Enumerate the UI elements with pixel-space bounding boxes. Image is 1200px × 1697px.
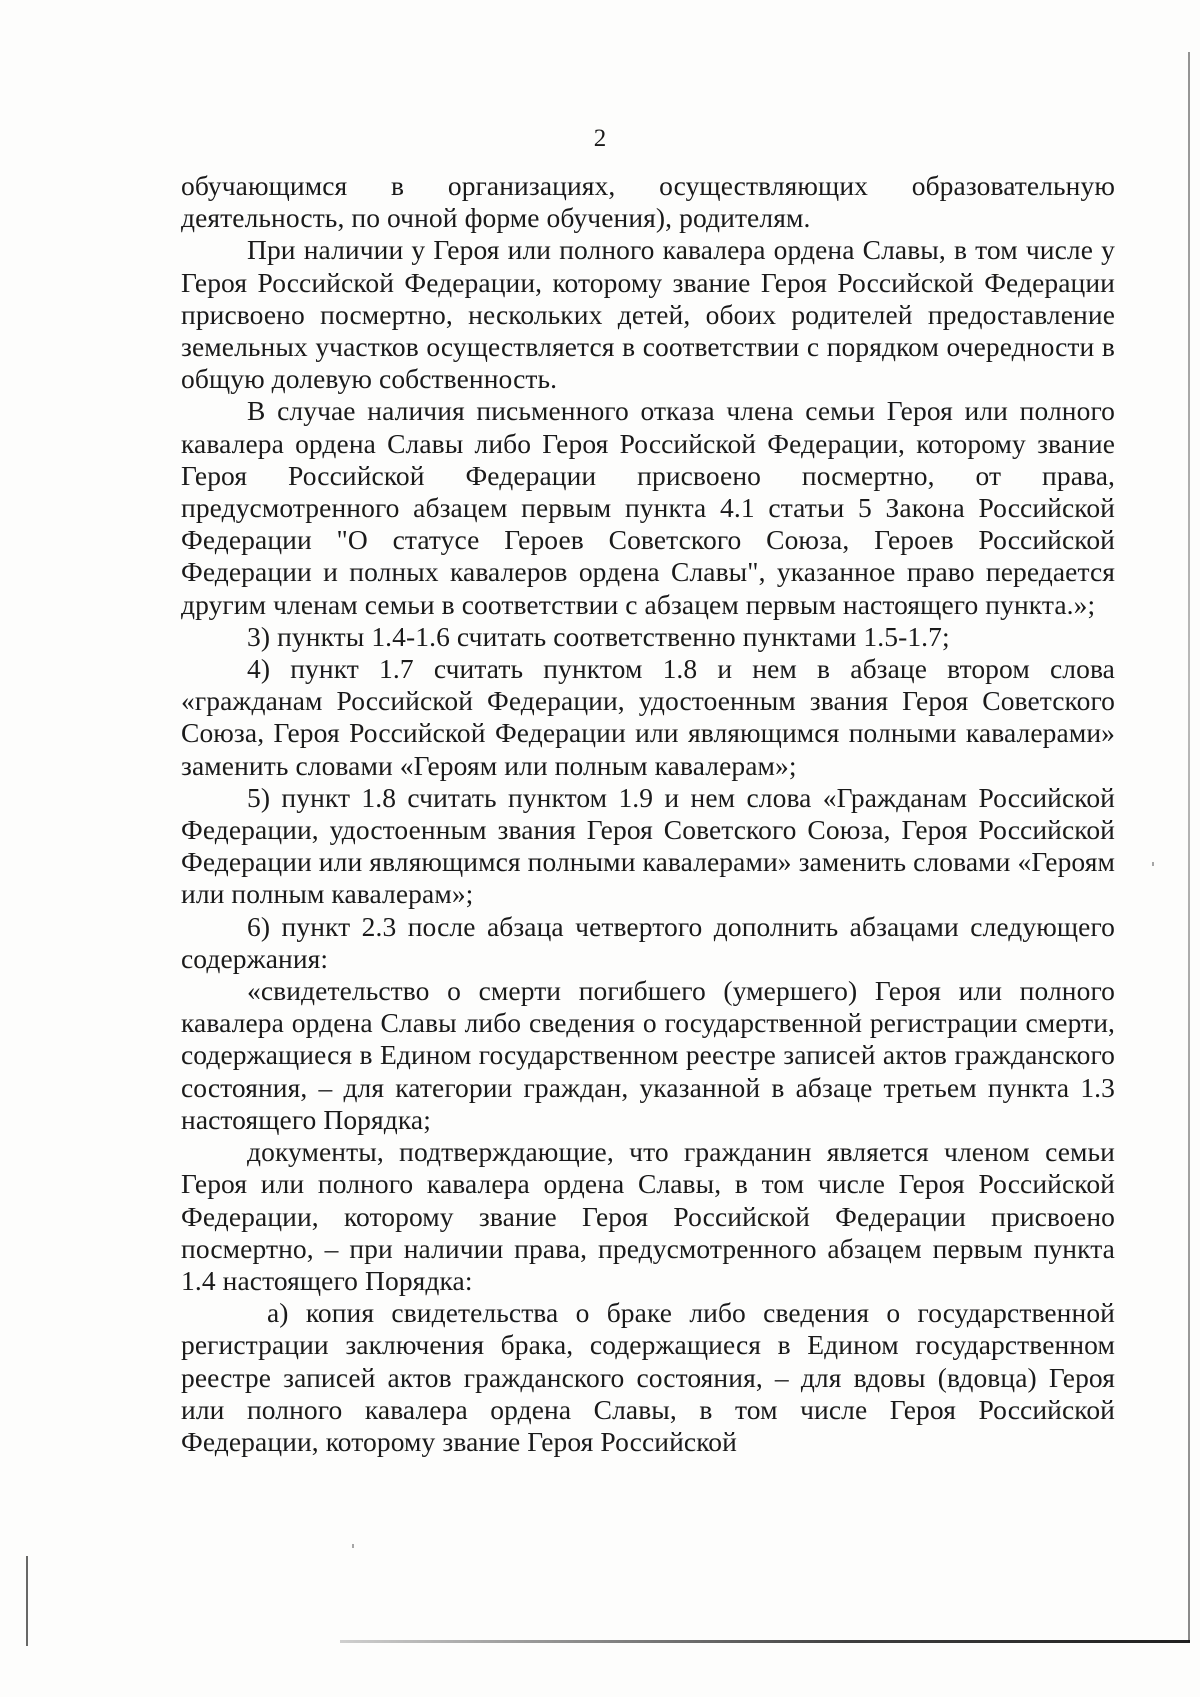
scan-edge-left [26,1556,28,1646]
paragraph-8: «свидетельство о смерти погибшего (умершего) Героя или полного кавалера ордена Славы либо сведения о государственной регистрации смерти, содержащиеся в Едином государственном реестре записей актов гражданского состояния, – для категории граждан, указанной в абзаце третьем пункта 1.3 настоящего Порядка; [181,975,1115,1135]
document-body [181,170,1115,1458]
scan-speck [1152,862,1154,866]
scan-edge-right [1188,52,1190,1642]
paragraph-10: а) копия свидетельства о браке либо сведения о государственной регистрации заключения брака, содержащиеся в Едином государственном реестре записей актов гражданского состояния, – для вдовы (вдовца) Героя или полного кавалера ордена Славы, в том числе Героя Российской Федерации, которому звание Героя Российской [181,1297,1115,1457]
paragraph-9: документы, подтверждающие, что гражданин является членом семьи Героя или полного кавалера ордена Славы, в том числе Героя Российской Федерации, которому звание Героя Российской Федерации присвоено посмертно, – при наличии права, предусмотренного абзацем первым пункта 1.4 настоящего Порядка: [181,1136,1115,1296]
paragraph-5: 4) пункт 1.7 считать пунктом 1.8 и нем в абзаце втором слова «гражданам Российской Федерации, удостоенным звания Героя Советского Союза, Героя Российской Федерации или являющимся полными кавалерами» заменить словами «Героям или полным кавалерам»; [181,653,1115,781]
scan-edge-bottom [340,1640,1190,1643]
paragraph-6: 5) пункт 1.8 считать пунктом 1.9 и нем слова «Гражданам Российской Федерации, удостоенным звания Героя Советского Союза, Героя Российской Федерации или являющимся полными кавалерами» заменить словами «Героям или полным кавалерам»; [181,781,1115,910]
page-number: 2 [593,125,607,152]
scan-speck [352,1544,354,1548]
paragraph-1: обучающимся в организациях, осуществляющих образовательную деятельность, по очной форме обучения), родителям. [181,170,1115,234]
paragraph-7: 6) пункт 2.3 после абзаца четвертого дополнить абзацами следующего содержания: [181,910,1115,974]
paragraph-4: 3) пункты 1.4-1.6 считать соответственно пунктами 1.5-1.7; [247,620,950,652]
paragraph-2: При наличии у Героя или полного кавалера ордена Славы, в том числе у Героя Российской Федерации, которому звание Героя Российской Федерации присвоено посмертно, нескольких детей, обоих родителей предоставление земельных участков осуществляется в соответствии с порядком очередности в общую долевую собственность. [181,234,1115,395]
paragraph-3: В случае наличия письменного отказа члена семьи Героя или полного кавалера ордена Славы либо Героя Российской Федерации, которому звание Героя Российской Федерации присвоено посмертно, от права, предусмотренного абзацем первым пункта 4.1 статьи 5 Закона Российской Федерации "О статусе Героев Советского Союза, Героев Российской Федерации и полных кавалеров ордена Славы", указанное право передается другим членам семьи в соответствии с абзацем первым настоящего пункта.»; [181,395,1115,620]
